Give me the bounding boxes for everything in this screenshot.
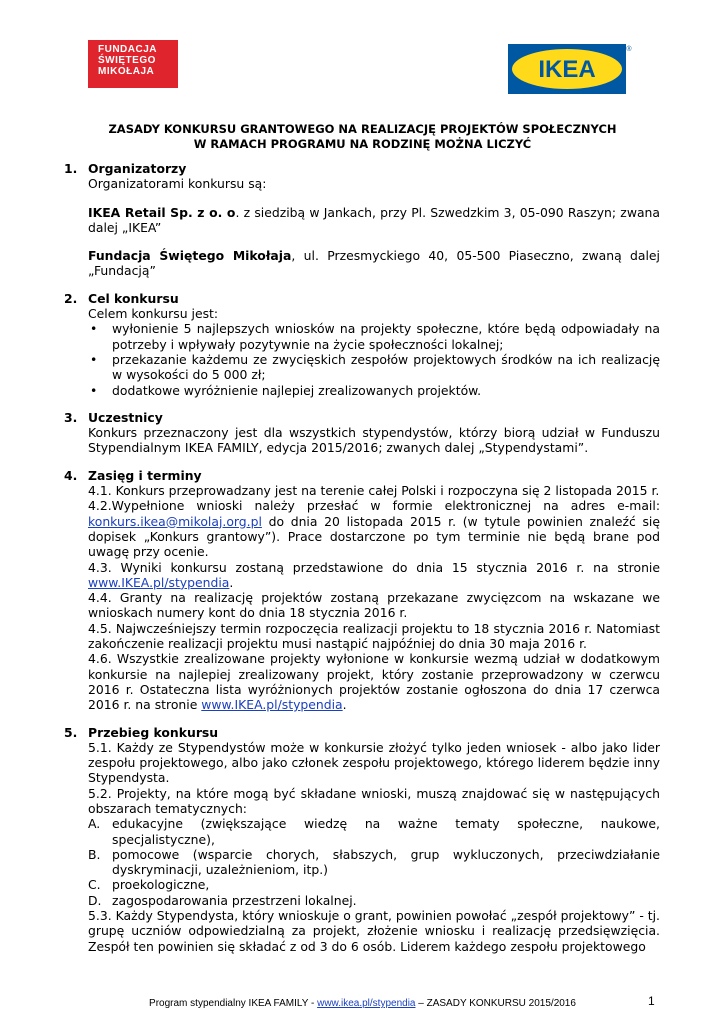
section-heading: [64, 410, 660, 425]
footer-link[interactable]: www.ikea.pl/stypendia: [317, 998, 416, 1009]
participants-text: Konkurs przeznaczony jest dla wszystkich stypendystów, którzy biorą udział w Funduszu Stypendialnym IKEA FAMILY, edycja 2015/2016; zwanych dalej „Stypendystami”.: [88, 425, 660, 456]
organizer-fundacja: [64, 248, 660, 279]
organizer-ikea: [64, 205, 660, 236]
list-item: [88, 352, 660, 383]
list-item-text: pomocowe (wsparcie chorych, słabszych, grup wykluczonych, przeciwdziałanie dyskryminacji, uzależnieniom, itp.): [112, 846, 660, 878]
section-heading-text: Przebieg konkursu: [88, 724, 219, 740]
clause-4-2: [64, 498, 660, 559]
section-number: 4.: [64, 467, 78, 483]
list-item: [88, 877, 660, 892]
section-heading-text: Organizatorzy: [88, 161, 187, 176]
section-number: 1.: [64, 161, 78, 176]
organizer-ikea-details: . z siedzibą w Jankach, przy Pl. Szwedzkim 3, 05-090 Raszyn; zwana dalej „IKEA”: [88, 204, 660, 235]
fundacja-logo: [88, 40, 178, 88]
section-number: 5.: [64, 724, 78, 740]
fundacja-logo-line: FUNDACJA: [98, 44, 157, 55]
clause-text: 4.3. Wyniki konkursu zostaną przedstawione do dnia 15 stycznia 2016 r. na stronie: [88, 559, 660, 575]
list-item: [88, 321, 660, 352]
list-item-text: przekazanie każdemu ze zwycięskich zespołów projektowych środków na ich realizację w wysokości do 5 000 zł;: [112, 351, 660, 383]
clause-text: .: [342, 697, 347, 713]
clause-text: 4.6. Wszystkie zrealizowane projekty wyłonione w konkursie wezmą udział w dodatkowym konkursie na najlepiej zrealizowany projekt, który zostanie przeprowadzony w czerwcu 2016 r. Ostateczna lista wyróżnionych projektów zostanie ogłoszona do dnia 17 czerwca 2016 r. na stronie: [88, 651, 660, 713]
thematic-areas-list: [64, 816, 660, 908]
section-number: 2.: [64, 290, 78, 306]
fundacja-logo-line: MIKOŁAJA: [98, 66, 155, 77]
fundacja-logo-line: ŚWIĘTEGO: [98, 55, 156, 66]
footer-text: – ZASADY KONKURSU 2015/2016: [415, 998, 576, 1009]
section-heading: [64, 291, 660, 306]
clause-4-5: 4.5. Najwcześniejszy termin rozpoczęcia realizacji projektu to 18 stycznia 2016 r. Natomiast zakończenie realizacji projektu musi nastąpić najpóźniej do dnia 30 maja 2016 r.: [88, 620, 660, 652]
bullet-icon: •: [90, 351, 98, 367]
section-heading-text: Uczestnicy: [88, 409, 163, 425]
clause-5-2: 5.2. Projekty, na które mogą być składane wnioski, muszą znajdować się w następujących obszarach tematycznych:: [88, 785, 660, 816]
list-letter: C.: [88, 877, 101, 893]
clause-4-6: [64, 651, 660, 712]
list-item: [88, 383, 660, 398]
clause-text: do dnia 20 listopada 2015 r. (w tytule powinien znaleźć się dopisek „Konkurs grantowy”). Prace dostarczone po tym terminie nie będą brane pod uwagę przy ocenie.: [88, 513, 660, 560]
list-letter: B.: [88, 846, 101, 862]
document-body: [64, 161, 660, 966]
section-heading-text: Zasięg i terminy: [88, 467, 202, 483]
clause-4-3: [64, 560, 660, 591]
list-item-text: wyłonienie 5 najlepszych wniosków na projekty społeczne, które będą odpowiadały na potrzeby i wpływały pozytywnie na życie społeczności lokalnej;: [112, 321, 660, 352]
section-scope-dates: [64, 468, 660, 713]
clause-text: .: [229, 574, 234, 590]
section-heading: [64, 161, 660, 176]
ikea-logo-text: IKEA: [538, 56, 596, 83]
organizer-fundacja-name: Fundacja Świętego Mikołaja: [88, 248, 292, 264]
list-item: [88, 816, 660, 847]
section-heading-text: Cel konkursu: [88, 290, 179, 306]
goal-list: [64, 321, 660, 397]
ikea-registered-mark: ®: [626, 46, 632, 53]
section-number: 3.: [64, 409, 78, 425]
section-heading: [64, 725, 660, 740]
stypendia-link[interactable]: www.IKEA.pl/stypendia: [88, 574, 230, 590]
section-goal: [64, 291, 660, 398]
stypendia-link[interactable]: www.IKEA.pl/stypendia: [201, 697, 343, 713]
section-organizers: [64, 161, 660, 279]
clause-5-1: 5.1. Każdy ze Stypendystów może w konkursie złożyć tylko jeden wniosek - albo jako lider zespołu projektowego, albo jako członek zespołu projektowego, którego liderem będzie inny Stypendysta.: [88, 739, 660, 786]
organizer-ikea-name: IKEA Retail Sp. z o. o: [88, 204, 236, 220]
contest-email-link[interactable]: konkurs.ikea@mikolaj.org.pl: [88, 513, 262, 529]
list-item: [88, 893, 660, 908]
section-heading: [64, 468, 660, 483]
list-letter: D.: [88, 892, 102, 908]
page-footer: [0, 998, 725, 1009]
list-item-text: proekologiczne,: [112, 877, 210, 893]
clause-text: 4.2.Wypełnione wnioski należy przesłać w formie elektronicznej na adres e-mail:: [88, 498, 660, 514]
clause-5-3: 5.3. Każdy Stypendysta, który wnioskuje o grant, powinien powołać „zespół projektowy” - tj. grupę uczniów odpowiedzialną za projekt, złożenie wniosku i realizację przedsięwzięcia. Zespół ten powinien się składać z od 3 do 6 osób. Liderem każdego zespołu projektowego: [88, 908, 660, 954]
document-title: [0, 122, 725, 152]
list-item-text: zagospodarowania przestrzeni lokalnej.: [112, 892, 357, 908]
section-participants: [64, 410, 660, 456]
organizers-intro: Organizatorami konkursu są:: [88, 176, 267, 192]
section-course: [64, 725, 660, 954]
list-item-text: edukacyjne (zwiększające wiedzę na ważne tematy społeczne, naukowe, specjalistyczne),: [112, 816, 660, 847]
ikea-logo: [508, 44, 632, 94]
clause-4-4: 4.4. Granty na realizację projektów zostaną przekazane zwycięzcom na wskazane we wnioskach numery kont do dnia 18 stycznia 2016 r.: [88, 590, 660, 621]
clause-4-1: 4.1. Konkurs przeprowadzany jest na terenie całej Polski i rozpoczyna się 2 listopada 2015 r.: [88, 483, 660, 499]
bullet-icon: •: [90, 321, 98, 337]
goal-intro: Celem konkursu jest:: [88, 306, 219, 322]
title-line-2: W RAMACH PROGRAMU NA RODZINĘ MOŻNA LICZYĆ: [193, 137, 532, 151]
list-letter: A.: [88, 816, 101, 832]
list-item-text: dodatkowe wyróżnienie najlepiej zrealizowanych projektów.: [112, 382, 482, 398]
list-item: [88, 847, 660, 878]
title-line-1: ZASADY KONKURSU GRANTOWEGO NA REALIZACJĘ PROJEKTÓW SPOŁECZNYCH: [108, 122, 617, 136]
footer-text: Program stypendialny IKEA FAMILY -: [149, 998, 318, 1009]
organizer-fundacja-details: , ul. Przesmyckiego 40, 05-500 Piaseczno, zwaną dalej „Fundacją”: [88, 248, 660, 279]
page-number: 1: [648, 994, 655, 1008]
bullet-icon: •: [90, 382, 98, 398]
